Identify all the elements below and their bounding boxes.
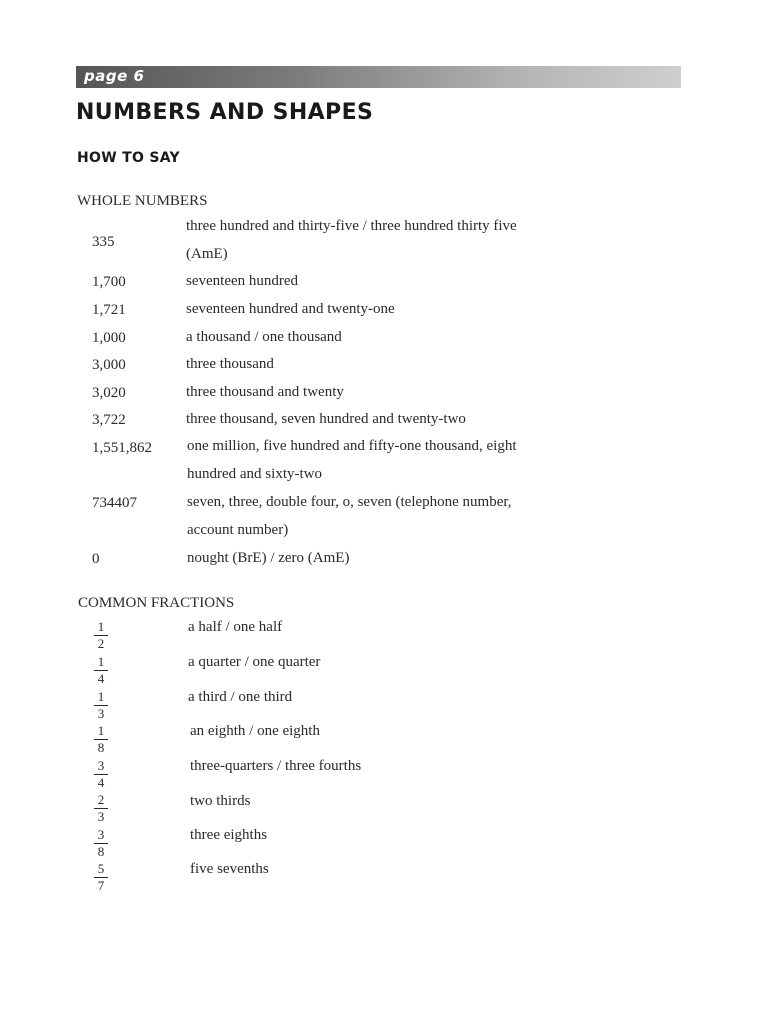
number-reading	[187, 432, 587, 488]
fraction-numerator: 1	[94, 620, 108, 636]
number-reading: a thousand / one thousand	[186, 329, 342, 345]
number-reading: three thousand, seven hundred and twenty-two	[186, 411, 466, 427]
number-value: 734407	[92, 495, 137, 511]
fraction-symbol	[94, 620, 108, 651]
number-reading-line: seven, three, double four, o, seven (telephone number,	[187, 494, 512, 510]
fractions-label: COMMON FRACTIONS	[78, 595, 235, 611]
fraction-reading: three eighths	[190, 827, 268, 843]
number-value: 3,020	[92, 385, 126, 401]
fraction-denominator: 4	[97, 775, 105, 790]
number-value: 3,722	[92, 412, 126, 428]
fraction-reading: three-quarters / three fourths	[190, 758, 362, 774]
fraction-denominator: 3	[97, 706, 105, 721]
page-header-bar	[76, 66, 681, 88]
number-reading: three thousand and twenty	[186, 384, 344, 400]
fraction-symbol	[94, 793, 108, 824]
fraction-numerator: 3	[94, 759, 108, 775]
fraction-symbol	[94, 759, 108, 790]
fraction-reading: two thirds	[190, 793, 251, 809]
number-value: 1,000	[92, 330, 126, 346]
number-reading-line: hundred and sixty-two	[187, 466, 322, 482]
fraction-denominator: 2	[97, 636, 105, 651]
fraction-reading: an eighth / one eighth	[190, 723, 320, 739]
fraction-numerator: 1	[94, 724, 108, 740]
fraction-numerator: 5	[94, 862, 108, 878]
fraction-denominator: 7	[97, 878, 105, 893]
fraction-denominator: 3	[97, 809, 105, 824]
fraction-reading: five sevenths	[190, 861, 269, 877]
number-reading	[186, 212, 586, 268]
number-value: 0	[92, 551, 100, 567]
number-reading: nought (BrE) / zero (AmE)	[187, 550, 350, 566]
number-value: 1,721	[92, 302, 126, 318]
fraction-reading: a half / one half	[188, 619, 283, 635]
number-reading-line: account number)	[187, 522, 289, 538]
fraction-denominator: 4	[97, 671, 105, 686]
section-heading: HOW TO SAY	[77, 150, 180, 166]
fraction-numerator: 2	[94, 793, 108, 809]
fraction-symbol	[94, 862, 108, 893]
fraction-symbol	[94, 690, 108, 721]
number-reading: three thousand	[186, 356, 274, 372]
number-reading: seventeen hundred and twenty-one	[186, 301, 395, 317]
fraction-symbol	[94, 724, 108, 755]
fraction-denominator: 8	[97, 740, 105, 755]
whole-numbers-label: WHOLE NUMBERS	[77, 193, 208, 209]
number-value: 335	[92, 234, 115, 250]
page-number-label: page 6	[84, 67, 145, 85]
fraction-reading: a third / one third	[188, 689, 293, 705]
fraction-numerator: 1	[94, 655, 108, 671]
fraction-denominator: 8	[97, 844, 105, 859]
number-value: 1,700	[92, 274, 126, 290]
fraction-numerator: 1	[94, 690, 108, 706]
number-reading	[187, 488, 587, 544]
number-value: 3,000	[92, 357, 126, 373]
fraction-symbol	[94, 655, 108, 686]
fraction-numerator: 3	[94, 828, 108, 844]
number-reading-line: one million, five hundred and fifty-one thousand, eight	[187, 438, 517, 454]
number-value: 1,551,862	[92, 440, 152, 456]
page-title: NUMBERS AND SHAPES	[76, 100, 374, 125]
number-reading-line: three hundred and thirty-five / three hundred thirty five	[186, 218, 517, 234]
fraction-reading: a quarter / one quarter	[188, 654, 321, 670]
number-reading-line: (AmE)	[186, 246, 228, 262]
number-reading: seventeen hundred	[186, 273, 299, 289]
fraction-symbol	[94, 828, 108, 859]
